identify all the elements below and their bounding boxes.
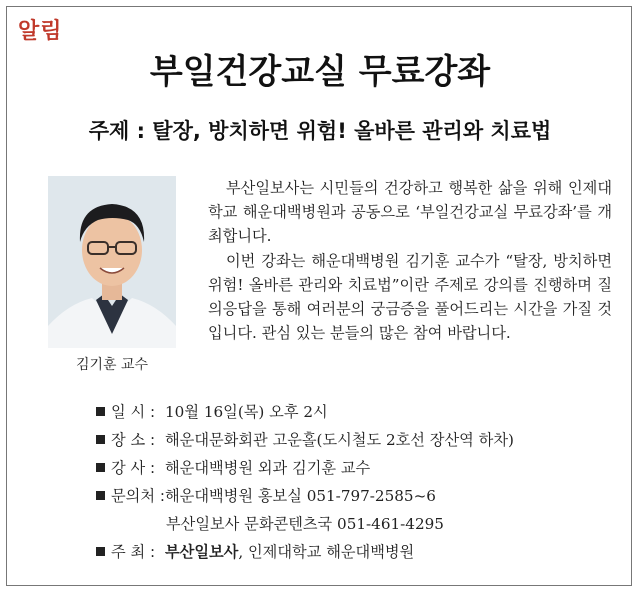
square-bullet-icon bbox=[96, 407, 105, 416]
page-subtitle: 주제 : 탈장, 방치하면 위험! 올바른 관리와 치료법 bbox=[88, 119, 552, 143]
info-value: 10월 16일(목) 오후 2시 bbox=[165, 403, 328, 421]
info-row-host bbox=[96, 538, 616, 566]
square-bullet-icon bbox=[96, 463, 105, 472]
square-bullet-icon bbox=[96, 491, 105, 500]
info-value: 해운대백병원 외과 김기훈 교수 bbox=[165, 459, 371, 477]
body-paragraph: 이번 강좌는 해운대백병원 김기훈 교수가 “탈장, 방치하면 위험! 올바른 관리와 치료법”이란 주제로 강의를 진행하며 질의응답을 통해 여러분의 궁금증을 풀어드리는 시간을 가질 것입니다. 관심 있는 분들의 많은 참여 바랍니다. bbox=[208, 251, 612, 343]
info-label: 문의처 : bbox=[111, 487, 165, 505]
info-value: 부산일보사 문화콘텐츠국 051-461-4295 bbox=[166, 515, 444, 533]
info-row-place bbox=[96, 426, 616, 454]
host-secondary: , 인제대학교 해운대백병원 bbox=[238, 543, 415, 561]
info-label: 일 시 : bbox=[111, 403, 156, 421]
photo-caption: 김기훈 교수 bbox=[75, 357, 149, 373]
body-paragraph: 부산일보사는 시민들의 건강하고 행복한 삶을 위해 인제대학교 해운대백병원과 공동으로 ‘부일건강교실 무료강좌’를 개최합니다. bbox=[208, 179, 612, 246]
notice-body bbox=[208, 176, 612, 345]
square-bullet-icon bbox=[96, 547, 105, 556]
info-label: 강 사 : bbox=[111, 459, 156, 477]
info-label: 주 최 : bbox=[111, 543, 156, 561]
info-value: 해운대문화회관 고운홀(도시철도 2호선 장산역 하차) bbox=[165, 431, 514, 449]
info-label: 장 소 : bbox=[111, 431, 156, 449]
info-row-contact bbox=[96, 482, 616, 510]
page-title: 부일건강교실 무료강좌 bbox=[149, 52, 491, 92]
lecturer-portrait-icon bbox=[48, 176, 176, 348]
lecturer-photo bbox=[48, 176, 176, 348]
host-primary: 부산일보사 bbox=[165, 543, 239, 561]
info-row-lecturer bbox=[96, 454, 616, 482]
notice-tag: 알림 bbox=[18, 19, 63, 44]
info-value: 해운대백병원 홍보실 051-797-2585~6 bbox=[165, 487, 436, 505]
event-info-list bbox=[96, 398, 616, 566]
square-bullet-icon bbox=[96, 435, 105, 444]
info-row-contact-2 bbox=[96, 510, 616, 538]
info-row-date bbox=[96, 398, 616, 426]
